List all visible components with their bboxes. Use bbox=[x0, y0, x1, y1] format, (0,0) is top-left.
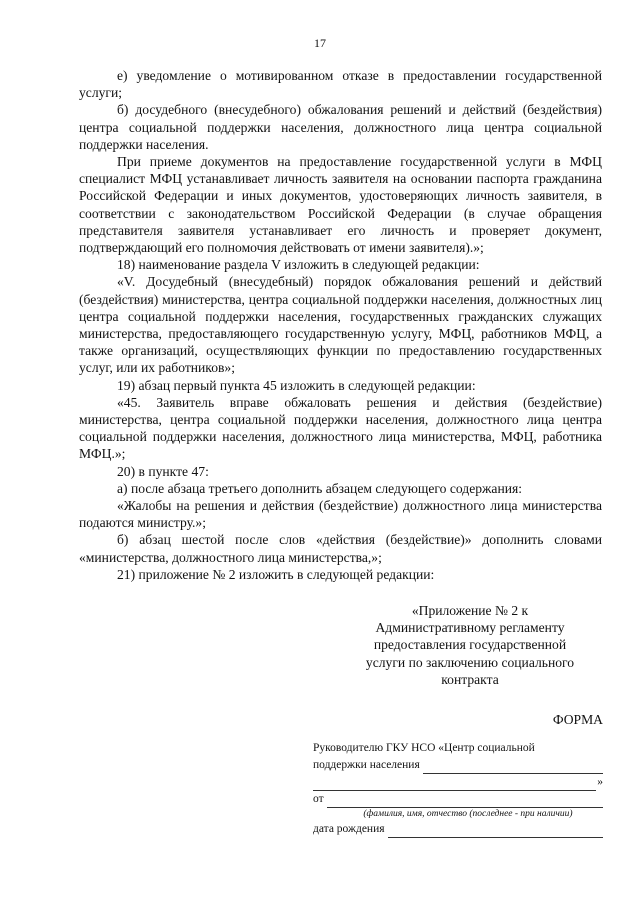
paragraph: «V. Досудебный (внесудебный) порядок обжалования решений и действий (бездействия) министерства, центра социальной поддержки населения, должностных лиц центра социальной поддержки населения, государственных гражданских служащих министерства, предоставляющего государственную услугу, МФЦ, работников МФЦ, а также организаций, осуществляющих функции по предоставлению государственных услуг, или их работников»; bbox=[79, 274, 602, 376]
birth-date-line bbox=[313, 821, 603, 838]
application-form bbox=[313, 740, 603, 838]
birth-date-field[interactable] bbox=[388, 825, 603, 838]
appendix-line: контракта bbox=[441, 671, 499, 687]
name-hint: (фамилия, имя, отчество (последнее - при наличии) bbox=[363, 809, 573, 819]
addressee-line-2 bbox=[313, 757, 603, 774]
appendix-line: «Приложение № 2 к bbox=[411, 603, 529, 618]
appendix-heading bbox=[335, 602, 605, 688]
from-label: от bbox=[313, 793, 324, 805]
appendix-line: Административному регламенту bbox=[375, 620, 565, 636]
paragraph: 19) абзац первый пункта 45 изложить в следующей редакции: bbox=[117, 377, 476, 393]
paragraph: б) абзац шестой после слов «действия (бездействие)» дополнить словами «министерства, должностного лица министерства,»; bbox=[79, 532, 602, 565]
from-line bbox=[313, 791, 603, 808]
addressee-continuation-field[interactable] bbox=[313, 778, 596, 791]
paragraph: «Жалобы на решения и действия (бездействие) должностного лица министерства подаются министру.»; bbox=[79, 498, 602, 531]
full-name-field[interactable] bbox=[327, 795, 603, 808]
addressee-text: Руководителю ГКУ НСО «Центр социальной bbox=[313, 742, 535, 754]
paragraph: а) после абзаца третьего дополнить абзацем следующего содержания: bbox=[117, 480, 523, 496]
paragraph: е) уведомление о мотивированном отказе в предоставлении государственной услуги; bbox=[79, 68, 602, 101]
appendix-line: услуги по заключению социального bbox=[365, 654, 575, 670]
paragraph: 20) в пункте 47: bbox=[117, 463, 209, 479]
addressee-continuation bbox=[313, 774, 603, 791]
addressee-blank-field[interactable] bbox=[423, 761, 603, 774]
paragraph: «45. Заявитель вправе обжаловать решения и действия (бездействие) министерства, центра социальной поддержки населения, должностного лица центра социальной поддержки населения, должностного лица министерства, МФЦ, работника МФЦ.»; bbox=[79, 394, 602, 462]
addressee-line bbox=[313, 740, 603, 757]
form-label: ФОРМА bbox=[552, 712, 603, 727]
paragraph: б) досудебного (внесудебного) обжалования решений и действий (бездействия) центра социальной поддержки населения, должностного лица центра социальной поддержки населения. bbox=[79, 102, 602, 152]
paragraph: 18) наименование раздела V изложить в следующей редакции: bbox=[117, 257, 480, 273]
birth-date-label: дата рождения bbox=[313, 823, 385, 835]
page-number: 17 bbox=[314, 36, 326, 50]
paragraph: При приеме документов на предоставление государственной услуги в МФЦ специалист МФЦ устанавливает личность заявителя на основании паспорта гражданина Российской Федерации и иных документов, удостоверяющих личность заявителя, в соответствии с законодательством Российской Федерации (в случае обращения представителя заявителя устанавливает его личность и проверяет документ, подтверждающий его полномочия действовать от имени заявителя).»; bbox=[79, 154, 602, 256]
appendix-line: предоставления государственной bbox=[373, 637, 567, 653]
closing-quote: » bbox=[597, 776, 603, 788]
addressee-text-2: поддержки населения bbox=[313, 759, 420, 771]
paragraph: 21) приложение № 2 изложить в следующей редакции: bbox=[117, 566, 435, 582]
document-body bbox=[79, 67, 602, 583]
